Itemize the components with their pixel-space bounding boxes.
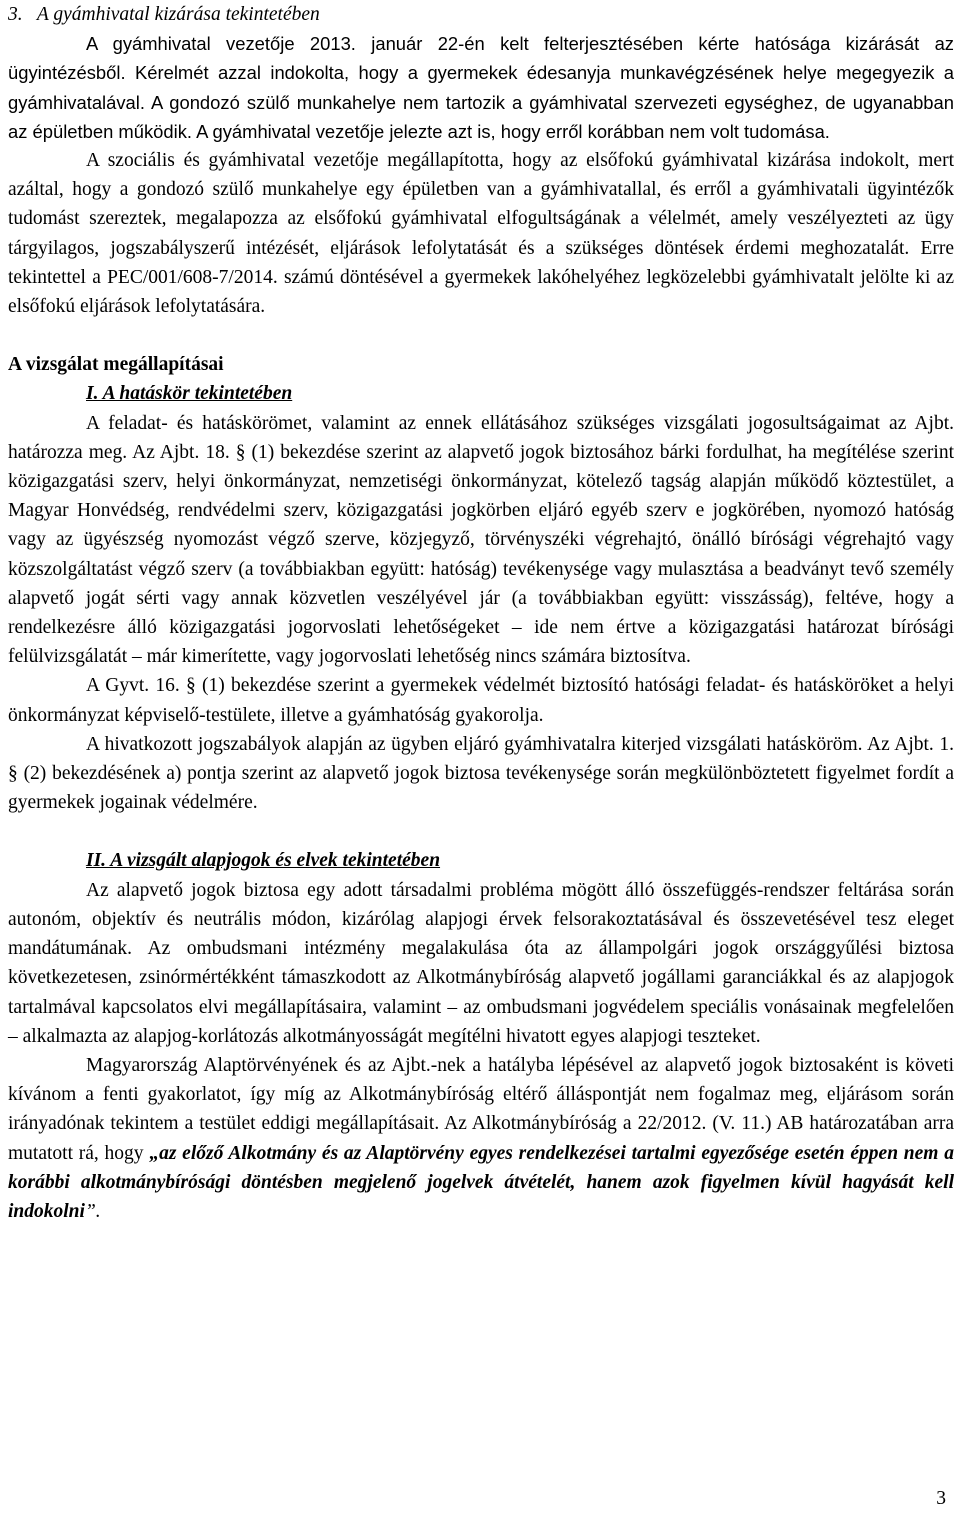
paragraph-text: Magyarország Alaptörvényének és az Ajbt.-nek a hatályba lépésével az alapvető jogok biztosaként is követi kívánom a fenti gyakorlatot, így míg az Alkotmánybíróság eltérő álláspontját nem fogalmaz meg, eljárásom során irányadónak tekintem a testület eddigi megállapításait. Az Alkotmánybíróság a 22/2012. (V. 11.) AB határozatában arra mutatott rá, hogy <box>8 1054 954 1164</box>
spacer <box>8 817 954 846</box>
findings-heading: A vizsgálat megállapításai <box>8 354 224 376</box>
part2-heading: II. A vizsgált alapjogok és elvek tekintetében <box>86 850 441 872</box>
paragraph: Az alapvető jogok biztosa egy adott társadalmi probléma mögött álló összefüggés-rendszer feltárása során autonóm, objektív és neutrális módon, kizárólag alapjogi érvek felsorakoztatásával és összevetésével tesz eleget mandátumának. Az ombudsmani intézmény megalakulása óta az állampolgári jogok országgyűlési biztosa következetesen, zsinórmértékként támaszkodott az Alkotmánybíróság alapvető jogállami garanciákkal és az alapjogok tartalmával kapcsolatos elvi megállapításaira, valamint – az ombudsmani jogvédelem speciális vonásainak megfelelően – alkalmazta az alapjog-korlátozás alkotmányosságát megítélni hivatott egyes alapjogi teszteket. <box>8 879 954 1047</box>
part1-heading: I. A hatáskör tekintetében <box>86 383 293 405</box>
section-heading: 3. A gyámhivatal kizárása tekintetében <box>8 4 320 25</box>
paragraph: A hivatkozott jogszabályok alapján az ügyben eljáró gyámhivatalra kiterjed vizsgálati hatásköröm. Az Ajbt. 1. § (2) bekezdésének a) pontja szerint az alapvető jogok biztosa tevékenysége során megkülönböztetett figyelmet fordít a gyermekek jogainak védelmére. <box>8 733 954 814</box>
paragraph: A Gyvt. 16. § (1) bekezdése szerint a gyermekek védelmét biztosító hatósági feladat- és hatásköröket a helyi önkormányzat képviselő-testülete, illetve a gyámhatóság gyakorolja. <box>8 675 954 726</box>
paragraph: A gyámhivatal vezetője 2013. január 22-én kelt felterjesztésében kérte hatósága kizárását az ügyintézésből. Kérelmét azzal indokolta, hogy a gyermekek édesanyja munkavégzésének helye megegyezik a gyámhivatalával. A gondozó szülő munkahelye nem tartozik a gyámhivatal szervezeti egységhez, de ugyanabban az épületben működik. A gyámhivatal vezetője jelezte azt is, hogy erről korábban nem volt tudomása. <box>8 33 954 142</box>
spacer <box>8 321 954 350</box>
paragraph: A feladat- és hatáskörömet, valamint az ennek ellátásához szükséges vizsgálati jogosultságaimat az Ajbt. határozza meg. Az Ajbt. 18. § (1) bekezdése szerint az alapvető jogok biztosához bárki fordulhat, ha megítélése szerint közigazgatási szerv, helyi önkormányzat, nemzetiségi önkormányzat, kötelező tagság alapján működő köztestület, a Magyar Honvédség, rendvédelmi szerv, közigazgatási jogkörben eljáró egyéb szerv e jogkörében, nyomozó hatóság vagy az ügyészség nyomozást végző szerve, közjegyző, törvényszéki végrehajtó, önálló bírósági végrehajtó vagy közszolgáltatást végző szerv (a továbbiakban együtt: hatóság) tevékenysége vagy mulasztása a beadványt tevő személy alapvető jogát sérti vagy annak közvetlen veszélyével jár (a továbbiakban együtt: visszásság), feltéve, hogy a rendelkezésre álló közigazgatási jogorvoslati lehetőségeket – ide nem értve a közigazgatási határozat bírósági felülvizsgálatát – már kimerítette, vagy jogorvoslati lehetőség nincs számára biztosítva. <box>8 412 954 668</box>
paragraph: A szociális és gyámhivatal vezetője megállapította, hogy az elsőfokú gyámhivatal kizárása indokolt, mert azáltal, hogy a gondozó szülő munkahelye egy épületben van a gyámhivatallal, és erről a gyámhivatali ügyintézők tudomást szereztek, megalapozza az elsőfokú gyámhivatal elfogultságának a vélelmét, amely veszélyezteti az ügy tárgyilagos, jogszabályszerű intézését, eljárások lefolytatását és a szükséges döntések érdemi meghozatalát. Erre tekintettel a PEC/001/608-7/2014. számú döntésével a gyermekek lakóhelyéhez legközelebbi gyámhivatalt jelölte ki az elsőfokú eljárások lefolytatására. <box>8 150 954 318</box>
document-page <box>8 0 954 1226</box>
quotation: „az előző Alkotmány és az Alaptörvény egyes rendelkezései tartalmi egyezősége esetén éppen nem a korábbi alkotmánybírósági döntésben megjelenő jogelvek átvételét, hanem azok figyelmen kívül hagyását kell indokolni <box>8 1142 954 1222</box>
quotation-end: ”. <box>84 1200 101 1222</box>
page-number: 3 <box>936 1488 946 1509</box>
paragraph-with-quote <box>8 1051 954 1226</box>
